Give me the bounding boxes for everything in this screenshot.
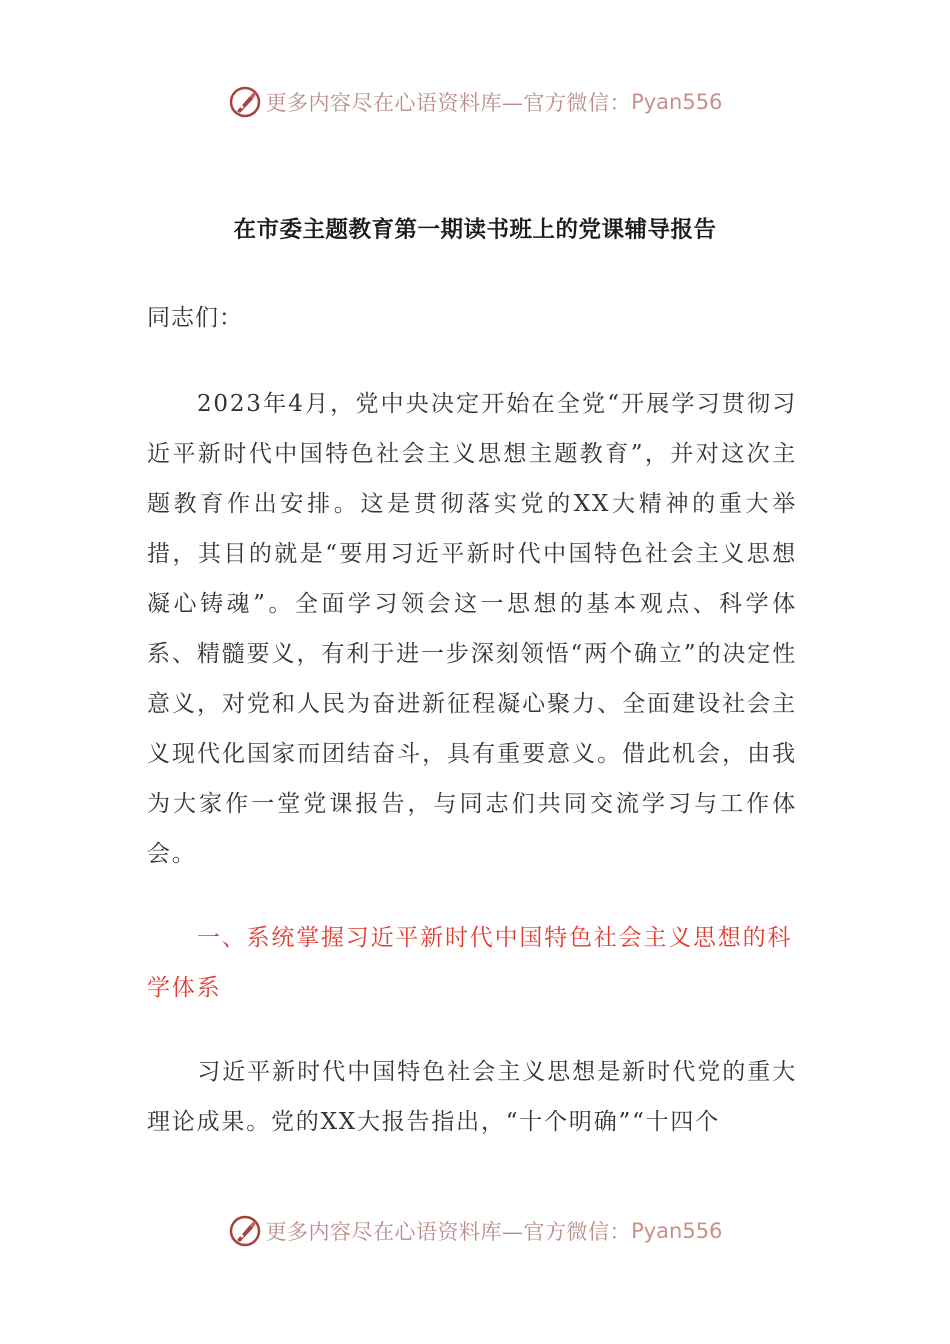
body-paragraph xyxy=(147,379,797,879)
watermark-text: 更多内容尽在心语资料库—官方微信： xyxy=(265,1220,632,1244)
watermark-banner-top xyxy=(0,82,950,122)
pen-nib-logo-icon xyxy=(228,85,262,119)
watermark-banner-bottom xyxy=(0,1211,950,1251)
section-heading xyxy=(147,913,797,1013)
paragraph-text: 习近平新时代中国特色社会主义思想是新时代党的重大理论成果。党的XX大报告指出，“十个明确”“十四个 xyxy=(147,1059,797,1135)
body-paragraph xyxy=(147,1047,797,1147)
document-title: 在市委主题教育第一期读书班上的党课辅导报告 xyxy=(233,217,717,243)
salutation: 同志们： xyxy=(147,305,243,331)
section-heading-text: 一、系统掌握习近平新时代中国特色社会主义思想的科学体系 xyxy=(147,925,793,1001)
watermark-text: 更多内容尽在心语资料库—官方微信： xyxy=(265,91,632,115)
pen-nib-logo-icon xyxy=(228,1214,262,1248)
paragraph-text: 2023年4月，党中央决定开始在全党“开展学习贯彻习近平新时代中国特色社会主义思想主题教育”，并对这次主题教育作出安排。这是贯彻落实党的XX大精神的重大举措，其目的就是“要用习近平新时代中国特色社会主义思想凝心铸魂”。全面学习领会这一思想的基本观点、科学体系、精髓要义，有利于进一步深刻领悟“两个确立”的决定性意义，对党和人民为奋进新征程凝心聚力、全面建设社会主义现代化国家而团结奋斗，具有重要意义。借此机会，由我为大家作一堂党课报告，与同志们共同交流学习与工作体会。 xyxy=(147,391,797,867)
watermark-wechat-id: Pyan556 xyxy=(631,90,723,114)
watermark-wechat-id: Pyan556 xyxy=(631,1219,723,1243)
